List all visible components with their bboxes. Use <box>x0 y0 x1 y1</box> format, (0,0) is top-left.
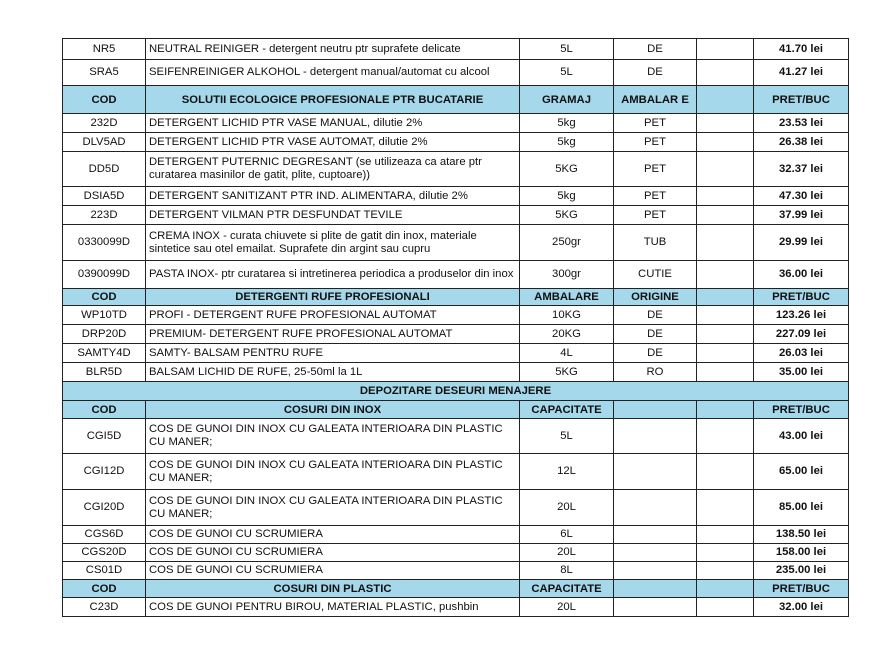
price-table-body <box>63 39 849 617</box>
table-row <box>63 206 849 225</box>
package-type <box>614 562 697 580</box>
package-type <box>614 454 697 490</box>
package-size: 5kg <box>520 114 614 133</box>
header-product-code: COD <box>63 289 146 306</box>
unit-price: 23.53 lei <box>754 114 849 133</box>
product-description: BALSAM LICHID DE RUFE, 25-50ml la 1L <box>146 363 520 382</box>
product-description: PROFI - DETERGENT RUFE PROFESIONAL AUTOMAT <box>146 306 520 325</box>
package-size: 6L <box>520 526 614 544</box>
package-type: PET <box>614 206 697 225</box>
header-product-code: COD <box>63 580 146 598</box>
product-code: 0330099D <box>63 225 146 261</box>
unit-price: 65.00 lei <box>754 454 849 490</box>
package-size: 20L <box>520 544 614 562</box>
header-unit-price: PRET/BUC <box>754 289 849 306</box>
package-size: 8L <box>520 562 614 580</box>
package-size: 5KG <box>520 363 614 382</box>
package-type <box>614 419 697 454</box>
product-code: WP10TD <box>63 306 146 325</box>
package-size: 12L <box>520 454 614 490</box>
product-description: COS DE GUNOI DIN INOX CU GALEATA INTERIOARA DIN PLASTIC CU MANER; <box>146 454 520 490</box>
section-row <box>63 382 849 401</box>
product-code: 223D <box>63 206 146 225</box>
header-package-type <box>614 401 697 419</box>
product-code: DD5D <box>63 152 146 187</box>
package-size: 250gr <box>520 225 614 261</box>
product-code: DLV5AD <box>63 133 146 152</box>
package-type <box>614 598 697 617</box>
table-row <box>63 526 849 544</box>
blank-cell <box>697 598 754 617</box>
unit-price: 37.99 lei <box>754 206 849 225</box>
table-row <box>63 261 849 289</box>
package-size: 5L <box>520 39 614 60</box>
package-type: PET <box>614 114 697 133</box>
blank-cell <box>697 206 754 225</box>
header-unit-price: PRET/BUC <box>754 86 849 114</box>
table-row <box>63 225 849 261</box>
table-row <box>63 454 849 490</box>
package-size: 5L <box>520 419 614 454</box>
product-code: CS01D <box>63 562 146 580</box>
price-list-page <box>62 38 849 617</box>
header-unit-price: PRET/BUC <box>754 401 849 419</box>
package-size: 5L <box>520 60 614 86</box>
product-description: SEIFENREINIGER ALKOHOL - detergent manual/automat cu alcool <box>146 60 520 86</box>
unit-price: 85.00 lei <box>754 490 849 526</box>
table-row <box>63 344 849 363</box>
unit-price: 123.26 lei <box>754 306 849 325</box>
table-row <box>63 39 849 60</box>
blank-cell <box>697 363 754 382</box>
header-product-description: SOLUTII ECOLOGICE PROFESIONALE PTR BUCATARIE <box>146 86 520 114</box>
blank-cell <box>697 225 754 261</box>
header-product-description: COSURI DIN PLASTIC <box>146 580 520 598</box>
package-type: TUB <box>614 225 697 261</box>
product-description: COS DE GUNOI DIN INOX CU GALEATA INTERIOARA DIN PLASTIC CU MANER; <box>146 490 520 526</box>
blank-cell <box>697 114 754 133</box>
table-row <box>63 562 849 580</box>
unit-price: 26.38 lei <box>754 133 849 152</box>
product-code: DSIA5D <box>63 187 146 206</box>
product-description: CREMA INOX - curata chiuvete si plite de gatit din inox, materiale sintetice sau otel emailat. Suprafete din argint sau cupru <box>146 225 520 261</box>
product-code: CGS20D <box>63 544 146 562</box>
header-product-description: DETERGENTI RUFE PROFESIONALI <box>146 289 520 306</box>
unit-price: 32.00 lei <box>754 598 849 617</box>
package-size: 20KG <box>520 325 614 344</box>
blank-cell <box>697 39 754 60</box>
table-row <box>63 490 849 526</box>
package-type: RO <box>614 363 697 382</box>
product-description: DETERGENT SANITIZANT PTR IND. ALIMENTARA, dilutie 2% <box>146 187 520 206</box>
unit-price: 138.50 lei <box>754 526 849 544</box>
package-type: DE <box>614 306 697 325</box>
blank-cell <box>697 344 754 363</box>
package-size: 5KG <box>520 206 614 225</box>
blank-cell <box>697 325 754 344</box>
table-row <box>63 60 849 86</box>
header-package-size: AMBALARE <box>520 289 614 306</box>
product-description: PREMIUM- DETERGENT RUFE PROFESIONAL AUTOMAT <box>146 325 520 344</box>
blank-cell <box>697 419 754 454</box>
unit-price: 235.00 lei <box>754 562 849 580</box>
header-blank-cell <box>697 580 754 598</box>
unit-price: 32.37 lei <box>754 152 849 187</box>
unit-price: 41.27 lei <box>754 60 849 86</box>
table-row <box>63 306 849 325</box>
blank-cell <box>697 306 754 325</box>
product-code: BLR5D <box>63 363 146 382</box>
blank-cell <box>697 187 754 206</box>
product-code: SAMTY4D <box>63 344 146 363</box>
header-product-code: COD <box>63 86 146 114</box>
table-row <box>63 419 849 454</box>
product-description: COS DE GUNOI CU SCRUMIERA <box>146 562 520 580</box>
product-code: 232D <box>63 114 146 133</box>
unit-price: 43.00 lei <box>754 419 849 454</box>
package-type: DE <box>614 325 697 344</box>
package-type: PET <box>614 152 697 187</box>
blank-cell <box>697 490 754 526</box>
package-type: DE <box>614 60 697 86</box>
product-description: DETERGENT PUTERNIC DEGRESANT (se utilizeaza ca atare ptr curatarea masinilor de gatit, plite, cuptoare)) <box>146 152 520 187</box>
package-type: PET <box>614 187 697 206</box>
blank-cell <box>697 60 754 86</box>
product-code: NR5 <box>63 39 146 60</box>
section-title: DEPOZITARE DESEURI MENAJERE <box>63 382 849 401</box>
header-package-size: GRAMAJ <box>520 86 614 114</box>
package-type: DE <box>614 344 697 363</box>
header-package-size: CAPACITATE <box>520 401 614 419</box>
product-description: COS DE GUNOI DIN INOX CU GALEATA INTERIOARA DIN PLASTIC CU MANER; <box>146 419 520 454</box>
product-code: CGI20D <box>63 490 146 526</box>
unit-price: 35.00 lei <box>754 363 849 382</box>
table-header-row <box>63 289 849 306</box>
package-type: PET <box>614 133 697 152</box>
header-package-size: CAPACITATE <box>520 580 614 598</box>
blank-cell <box>697 526 754 544</box>
blank-cell <box>697 261 754 289</box>
header-product-code: COD <box>63 401 146 419</box>
product-description: SAMTY- BALSAM PENTRU RUFE <box>146 344 520 363</box>
unit-price: 158.00 lei <box>754 544 849 562</box>
header-blank-cell <box>697 289 754 306</box>
table-row <box>63 544 849 562</box>
blank-cell <box>697 152 754 187</box>
header-unit-price: PRET/BUC <box>754 580 849 598</box>
price-table <box>62 38 849 617</box>
blank-cell <box>697 133 754 152</box>
blank-cell <box>697 562 754 580</box>
header-package-type <box>614 580 697 598</box>
package-size: 5kg <box>520 187 614 206</box>
product-description: COS DE GUNOI PENTRU BIROU, MATERIAL PLASTIC, pushbin <box>146 598 520 617</box>
header-package-type: ORIGINE <box>614 289 697 306</box>
table-header-row <box>63 86 849 114</box>
product-description: PASTA INOX- ptr curatarea si intretinerea periodica a produselor din inox <box>146 261 520 289</box>
product-description: DETERGENT LICHID PTR VASE MANUAL, dilutie 2% <box>146 114 520 133</box>
package-size: 4L <box>520 344 614 363</box>
header-blank-cell <box>697 86 754 114</box>
unit-price: 227.09 lei <box>754 325 849 344</box>
table-row <box>63 152 849 187</box>
product-code: C23D <box>63 598 146 617</box>
package-size: 20L <box>520 490 614 526</box>
header-package-type: AMBALAR E <box>614 86 697 114</box>
unit-price: 47.30 lei <box>754 187 849 206</box>
product-description: NEUTRAL REINIGER - detergent neutru ptr suprafete delicate <box>146 39 520 60</box>
unit-price: 26.03 lei <box>754 344 849 363</box>
product-description: COS DE GUNOI CU SCRUMIERA <box>146 544 520 562</box>
product-code: CGI12D <box>63 454 146 490</box>
product-code: SRA5 <box>63 60 146 86</box>
package-size: 5KG <box>520 152 614 187</box>
package-type <box>614 490 697 526</box>
product-code: CGS6D <box>63 526 146 544</box>
product-description: COS DE GUNOI CU SCRUMIERA <box>146 526 520 544</box>
unit-price: 36.00 lei <box>754 261 849 289</box>
package-size: 20L <box>520 598 614 617</box>
product-description: DETERGENT LICHID PTR VASE AUTOMAT, dilutie 2% <box>146 133 520 152</box>
package-type <box>614 544 697 562</box>
product-code: DRP20D <box>63 325 146 344</box>
table-row <box>63 598 849 617</box>
product-code: 0390099D <box>63 261 146 289</box>
table-row <box>63 114 849 133</box>
table-header-row <box>63 580 849 598</box>
unit-price: 41.70 lei <box>754 39 849 60</box>
package-type: CUTIE <box>614 261 697 289</box>
package-type <box>614 526 697 544</box>
package-size: 5kg <box>520 133 614 152</box>
table-header-row <box>63 401 849 419</box>
product-code: CGI5D <box>63 419 146 454</box>
blank-cell <box>697 454 754 490</box>
header-product-description: COSURI DIN INOX <box>146 401 520 419</box>
package-type: DE <box>614 39 697 60</box>
package-size: 10KG <box>520 306 614 325</box>
blank-cell <box>697 544 754 562</box>
package-size: 300gr <box>520 261 614 289</box>
table-row <box>63 325 849 344</box>
product-description: DETERGENT VILMAN PTR DESFUNDAT TEVILE <box>146 206 520 225</box>
header-blank-cell <box>697 401 754 419</box>
table-row <box>63 187 849 206</box>
table-row <box>63 363 849 382</box>
unit-price: 29.99 lei <box>754 225 849 261</box>
table-row <box>63 133 849 152</box>
